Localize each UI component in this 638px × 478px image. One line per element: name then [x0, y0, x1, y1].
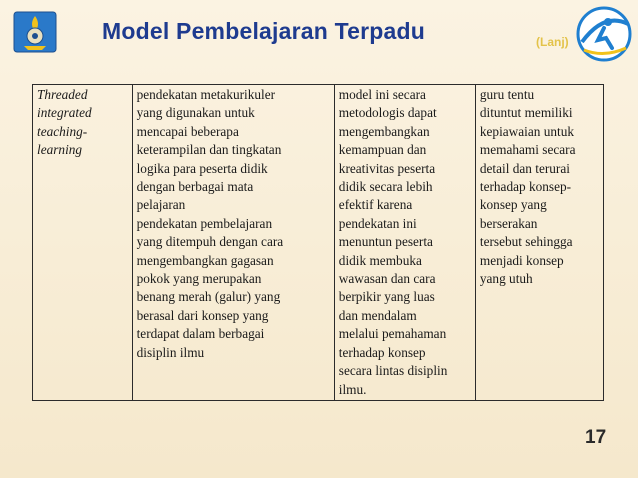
slide-header	[0, 0, 638, 62]
continued-label: (Lanj)	[536, 35, 569, 49]
kurikulum-2013-logo-icon	[574, 2, 634, 64]
cell-line: dan mendalam	[338, 307, 417, 323]
cell-line: terhadap konsep	[338, 344, 426, 360]
cell-line: efektif karena	[338, 197, 413, 213]
cell-line: didik secara lebih	[338, 179, 433, 195]
slide-title: Model Pembelajaran Terpadu	[102, 18, 426, 44]
cell-line: pelajaran	[136, 197, 186, 213]
cell-line: ilmu.	[338, 381, 367, 397]
cell-line: terdapat dalam berbagai	[136, 326, 265, 342]
cell-line: teaching-	[37, 123, 88, 139]
cell-line: memahami secara	[479, 142, 576, 158]
cell-line: pendekatan metakurikuler	[136, 87, 276, 102]
cell-line: keterampilan dan tingkatan	[136, 142, 282, 158]
cell-line: disiplin ilmu	[136, 344, 205, 360]
cell-line: logika para peserta didik	[136, 160, 268, 176]
cell-line: yang digunakan untuk	[136, 105, 255, 121]
model-table	[32, 84, 604, 401]
cell-line: terhadap konsep-	[479, 179, 572, 195]
table-cell-description	[132, 85, 334, 401]
cell-line: kemampuan dan	[338, 142, 427, 158]
cell-line: menuntun peserta	[338, 234, 433, 250]
cell-line: secara lintas disiplin	[338, 363, 448, 379]
cell-line: detail dan terurai	[479, 160, 570, 176]
cell-line: guru tentu	[479, 87, 535, 102]
cell-line: melalui pemahaman	[338, 326, 447, 342]
cell-line: berserakan	[479, 215, 538, 231]
table-row	[33, 85, 604, 401]
cell-line: menjadi konsep	[479, 252, 564, 268]
cell-line: tersebut sehingga	[479, 234, 573, 250]
cell-line: model ini secara	[338, 87, 426, 102]
cell-line: didik membuka	[338, 252, 422, 268]
cell-line: mengembangkan gagasan	[136, 252, 274, 268]
cell-line: pendekatan pembelajaran	[136, 215, 273, 231]
cell-line: yang ditempuh dengan cara	[136, 234, 284, 250]
cell-line: pokok yang merupakan	[136, 271, 262, 287]
cell-line: Threaded	[37, 87, 88, 102]
page-number: 17	[585, 427, 607, 448]
table-cell-limitations	[475, 85, 603, 401]
cell-line: mencapai beberapa	[136, 123, 239, 139]
cell-line: mengembangkan	[338, 123, 430, 139]
cell-line: kepiawaian untuk	[479, 123, 575, 139]
cell-line: dituntut memiliki	[479, 105, 573, 121]
cell-line: benang merah (galur) yang	[136, 289, 281, 305]
cell-line: berasal dari konsep yang	[136, 307, 269, 323]
cell-line: wawasan dan cara	[338, 271, 436, 287]
cell-line: konsep yang	[479, 197, 547, 213]
cell-line: metodologis dapat	[338, 105, 437, 121]
cell-line: pendekatan ini	[338, 215, 417, 231]
cell-line: berpikir yang luas	[338, 289, 435, 305]
tut-wuri-handayani-logo-icon	[10, 6, 60, 56]
cell-line: dengan berbagai mata	[136, 179, 254, 195]
table-cell-advantages	[334, 85, 475, 401]
cell-line: learning	[37, 142, 83, 158]
cell-line: integrated	[37, 105, 92, 121]
table-cell-model-name	[33, 85, 133, 401]
cell-line: yang utuh	[479, 271, 533, 287]
cell-line: kreativitas peserta	[338, 160, 436, 176]
